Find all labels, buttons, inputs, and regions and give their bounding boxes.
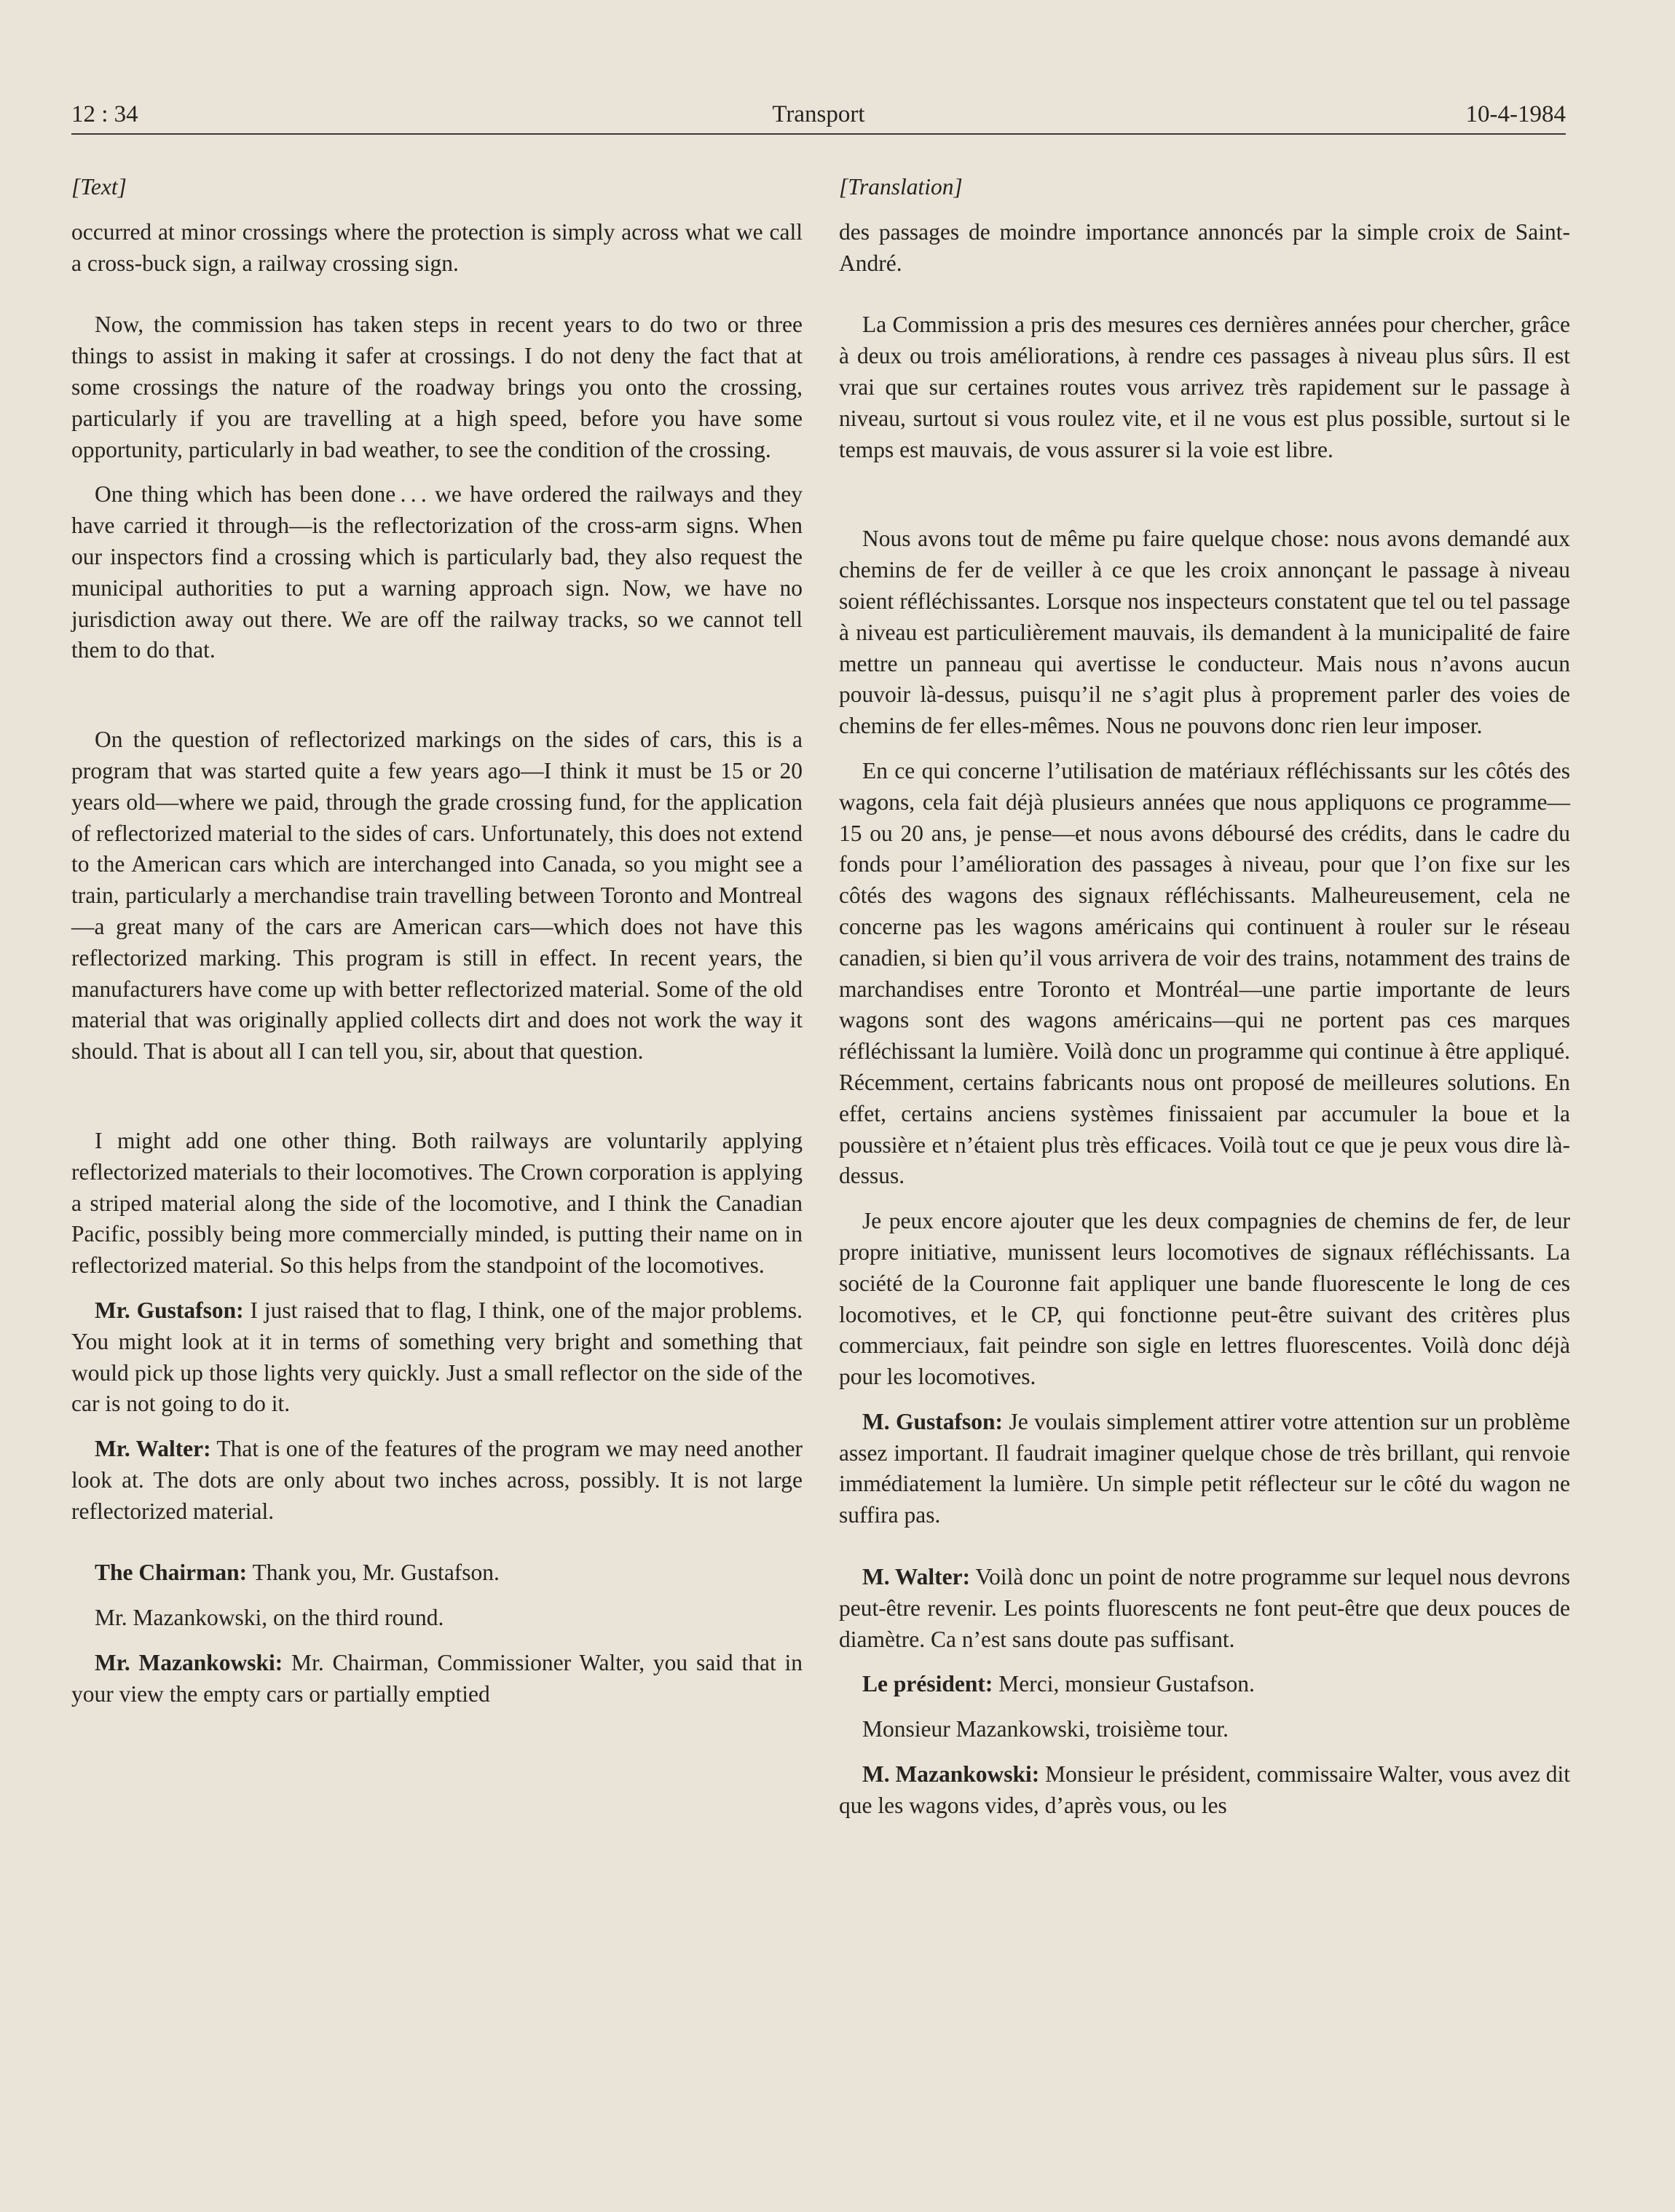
speech-text: Thank you, Mr. Gustafson.: [247, 1560, 500, 1586]
speaker-paragraph: [71, 1434, 803, 1527]
paragraph: occurred at minor crossings where the protection is simply across what we call a cross-buck sign, a railway crossing sign.: [71, 218, 803, 276]
speech-text: Voilà donc un point de notre programme sur lequel nous devrons peut-être revenir. Les points fluorescents ne font peut-être que deux pouces de diamètre. Ca n’est sans doute pas suffisant.: [839, 1564, 1570, 1652]
speaker-name: M. Gustafson:: [862, 1408, 1004, 1434]
paragraph: Now, the commission has taken steps in recent years to do two or three things to assist in making it safer at crossings. I do not deny the fact that at some crossings the nature of the roadway brings you onto the crossing, particularly if you are travelling at a high speed, before you have some opportunity, particularly in bad weather, to see the condition of the crossing.: [71, 312, 803, 462]
paragraph: Je peux encore ajouter que les deux compagnies de chemins de fer, de leur propre initiative, munissent leurs locomotives de signaux réfléchissants. La société de la Couronne fait appliquer une bande fluorescente le long de ces locomotives, et le CP, qui fonctionne peut-être suivant des critères plus commerciaux, fait peindre son sigle en lettres fluorescentes. Voilà donc déjà pour les locomotives.: [839, 1208, 1570, 1390]
speaker-name: M. Mazankowski:: [862, 1761, 1040, 1788]
speaker-name: The Chairman:: [95, 1560, 248, 1586]
speaker-name: Mr. Gustafson:: [95, 1297, 244, 1323]
speech-text: Merci, monsieur Gustafson.: [993, 1671, 1255, 1697]
paragraph: En ce qui concerne l’utilisation de matériaux réfléchissants sur les côtés des wagons, cela fait déjà plusieurs années que nous appliquons ce programme—15 ou 20 ans, je pense—et nous avons déboursé des crédits, dans le cadre du fonds pour l’amélioration des passages à niveau, pour que l’on fixe sur les côtés des wagons des signaux réfléchissants. Malheureusement, cela ne concerne pas les wagons américains qui continuent à rouler sur le réseau canadien, si bien qu’il vous arrivera de voir des trains, notamment des trains de marchandises entre Toronto et Montréal—une partie importante de leurs wagons sont des wagons américains—qui ne portent pas ces marques réfléchissant la lumière. Voilà donc un programme qui continue à être appliqué. Récemment, certains fabricants nous ont proposé de meilleures solutions. En effet, certains anciens systèmes finissaient par accumuler la boue et la poussière et n’étaient plus très efficaces. Voilà tout ce que je peux vous dire là-dessus.: [839, 757, 1570, 1189]
speaker-paragraph: [71, 1648, 803, 1710]
paragraph: La Commission a pris des mesures ces dernières années pour chercher, grâce à deux ou trois améliorations, à rendre ces passages à niveau plus sûrs. Il est vrai que sur certaines routes vous arrivez très rapidement sur le passage à niveau, surtout si vous roulez vite, et il ne vous est plus possible, surtout si le temps est mauvais, de vous assurer si la voie est libre.: [839, 312, 1570, 462]
page-date: 10-4-1984: [1465, 101, 1566, 127]
speaker-name: M. Walter:: [862, 1564, 971, 1590]
paragraph: On the question of reflectorized markings on the sides of cars, this is a program that was started quite a few years ago—I think it must be 15 or 20 years old—where we paid, through the grade crossing fund, for the application of reflectorized material to the sides of cars. Unfortunately, this does not extend to the American cars which are interchanged into Canada, so you might see a train, particularly a merchandise train travelling between Toronto and Montreal—a great many of the cars are American cars—which does not have this reflectorized marking. This program is still in effect. In recent years, the manufacturers have come up with better reflectorized material. Some of the old material that was originally applied collects dirt and does not work the way it should. That is about all I can tell you, sir, about that question.: [71, 727, 803, 1064]
translation-tag: [Translation]: [839, 174, 963, 200]
speech-text: I just raised that to flag, I think, one of the major problems. You might look at it in terms of something very bright and something that would pick up those lights very quickly. Just a small reflector on the side of the car is not going to do it.: [71, 1297, 803, 1417]
speech-text: Je voulais simplement attirer votre attention sur un problème assez important. Il faudrait imaginer quelque chose de très brillant, qui renvoie immédiatement la lumière. Un simple petit réflecteur sur le côté du wagon ne suffira pas.: [839, 1408, 1570, 1528]
speaker-paragraph: [71, 1557, 803, 1589]
english-column: [71, 172, 803, 1710]
speaker-name: Mr. Mazankowski:: [95, 1650, 283, 1676]
speaker-paragraph: [839, 1669, 1570, 1700]
page-header: [71, 98, 1566, 135]
speech-text: Monsieur le président, commissaire Walter, vous avez dit que les wagons vides, d’après vous, ou les: [839, 1761, 1571, 1818]
paragraph: Monsieur Mazankowski, troisième tour.: [862, 1716, 1229, 1742]
speech-text: That is one of the features of the program we may need another look at. The dots are only about two inches across, possibly. It is not large reflectorized material.: [71, 1436, 803, 1524]
speaker-paragraph: [839, 1562, 1570, 1655]
speaker-name: Le président:: [862, 1671, 993, 1697]
paragraph: One thing which has been done . . . we have ordered the railways and they have carried it through—is the reflectorization of the cross-arm signs. When our inspectors find a crossing which is particularly bad, they also request the municipal authorities to put a warning approach sign. Now, we have no jurisdiction away out there. We are off the railway tracks, so we cannot tell them to do that.: [71, 481, 803, 663]
paragraph: des passages de moindre importance annoncés par la simple croix de Saint-André.: [839, 218, 1570, 276]
speaker-paragraph: [839, 1407, 1570, 1531]
paragraph: Mr. Mazankowski, on the third round.: [95, 1605, 444, 1631]
speaker-paragraph: [839, 1759, 1570, 1822]
page-number: 12 : 34: [71, 101, 138, 127]
speech-text: Mr. Chairman, Commissioner Walter, you said that in your view the empty cars or partially emptied: [71, 1650, 803, 1707]
paragraph: I might add one other thing. Both railways are voluntarily applying reflectorized materials to their locomotives. The Crown corporation is applying a striped material along the side of the locomotive, and I think the Canadian Pacific, possibly being more commercially minded, is putting their name on in reflectorized material. So this helps from the standpoint of the locomotives.: [71, 1127, 803, 1279]
committee-title: Transport: [772, 101, 865, 127]
speaker-name: Mr. Walter:: [95, 1436, 211, 1462]
french-column: [839, 172, 1570, 1822]
speaker-paragraph: [71, 1295, 803, 1420]
text-tag: [Text]: [71, 174, 127, 200]
paragraph: Nous avons tout de même pu faire quelque chose: nous avons demandé aux chemins de fer de veiller à ce que les croix annonçant le passage à niveau soient réfléchissantes. Lorsque nos inspecteurs constatent que tel ou tel passage à niveau est particulièrement mauvais, ils demandent à la municipalité de faire mettre un panneau qui avertisse le conducteur. Mais nous n’avons aucun pouvoir là-dessus, puisqu’il ne s’agit plus à proprement parler des voies de chemins de fer elles-mêmes. Nous ne pouvons donc rien leur imposer.: [839, 526, 1570, 739]
